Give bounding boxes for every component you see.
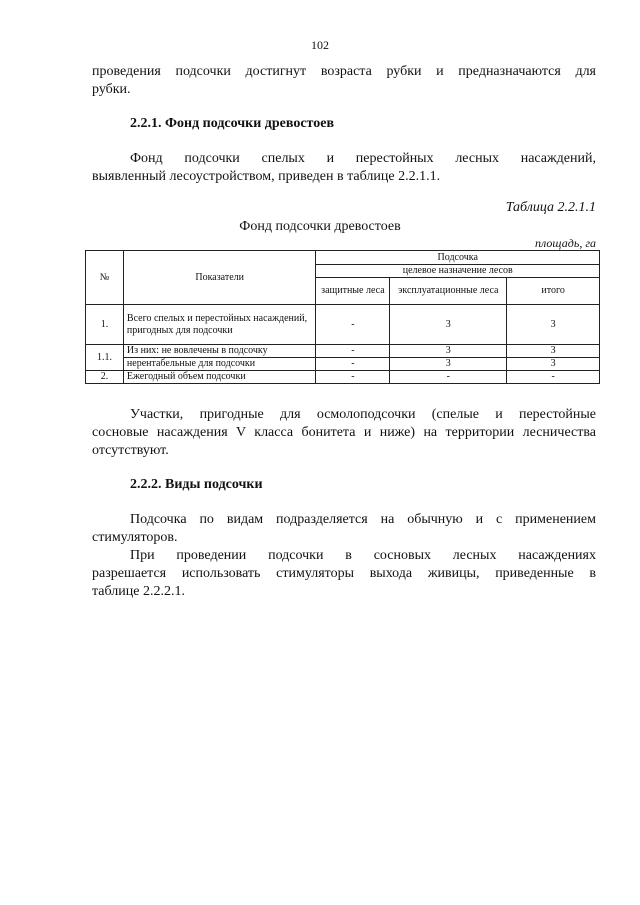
row-label: Из них: не вовлечены в подсочку <box>123 345 316 358</box>
row-total: - <box>507 371 600 384</box>
row-num: 1.1. <box>86 345 124 371</box>
row-exploitation: 3 <box>390 305 507 345</box>
table-row <box>86 305 600 345</box>
paragraph-line: проведения подсочки достигнут возраста рубки и предназначаются для <box>92 64 596 79</box>
paragraph-line: Участки, пригодные для осмолоподсочки (спелые и перестойные <box>130 407 596 422</box>
row-total: 3 <box>507 305 600 345</box>
page-number: 102 <box>311 38 329 52</box>
row-label: нерентабельные для подсочки <box>123 358 316 371</box>
header-purpose: целевое назначение лесов <box>316 265 600 278</box>
row-protective: - <box>316 371 390 384</box>
row-label: Ежегодный объем подсочки <box>123 371 316 384</box>
stimulators-paragraph <box>92 547 596 601</box>
paragraph-line: стимуляторов. <box>92 530 178 545</box>
tapping-fund-table <box>85 250 600 384</box>
paragraph-line: сосновые насаждения V класса бонитета и ниже) на территории лесничества <box>92 425 596 440</box>
paragraph-line: выявленный лесоустройством, приведен в таблице 2.2.1.1. <box>92 169 441 184</box>
header-tapping: Подсочка <box>316 251 600 265</box>
table-row <box>86 345 600 358</box>
row-protective: - <box>316 345 390 358</box>
intro-paragraph <box>92 63 596 99</box>
table-title: Фонд подсочки древостоев <box>239 219 401 234</box>
row-label: Всего спелых и перестойных насаждений, пригодных для подсочки <box>123 305 316 345</box>
paragraph-line: таблице 2.2.2.1. <box>92 584 185 599</box>
row-total: 3 <box>507 358 600 371</box>
header-indicators: Показатели <box>123 251 316 305</box>
row-exploitation: - <box>390 371 507 384</box>
row-num: 2. <box>86 371 124 384</box>
header-total: итого <box>507 278 600 305</box>
paragraph-line: При проведении подсочки в сосновых лесных насаждениях <box>130 548 596 563</box>
paragraph-line: разрешается использовать стимуляторы выхода живицы, приведенные в <box>92 566 596 581</box>
header-exploitation: эксплуатационные леса <box>390 278 507 305</box>
paragraph-line: Фонд подсочки спелых и перестойных лесных насаждений, <box>130 151 596 166</box>
row-total: 3 <box>507 345 600 358</box>
paragraph-line: Подсочка по видам подразделяется на обычную и с применением <box>130 512 596 527</box>
row-num: 1. <box>86 305 124 345</box>
header-protective: защитные леса <box>316 278 390 305</box>
fund-paragraph <box>92 150 596 186</box>
after-table-paragraph <box>92 406 596 460</box>
table-row <box>86 358 600 371</box>
row-exploitation: 3 <box>390 358 507 371</box>
table-unit: площадь, га <box>535 236 596 250</box>
row-protective: - <box>316 358 390 371</box>
row-protective: - <box>316 305 390 345</box>
types-paragraph <box>92 511 596 547</box>
section-heading-fund: 2.2.1. Фонд подсочки древостоев <box>130 116 335 131</box>
section-heading-types: 2.2.2. Виды подсочки <box>130 477 263 492</box>
table-row <box>86 371 600 384</box>
header-num: № <box>86 251 124 305</box>
row-exploitation: 3 <box>390 345 507 358</box>
table-caption: Таблица 2.2.1.1 <box>505 200 596 215</box>
paragraph-line: отсутствуют. <box>92 443 169 458</box>
paragraph-line: рубки. <box>92 82 131 97</box>
